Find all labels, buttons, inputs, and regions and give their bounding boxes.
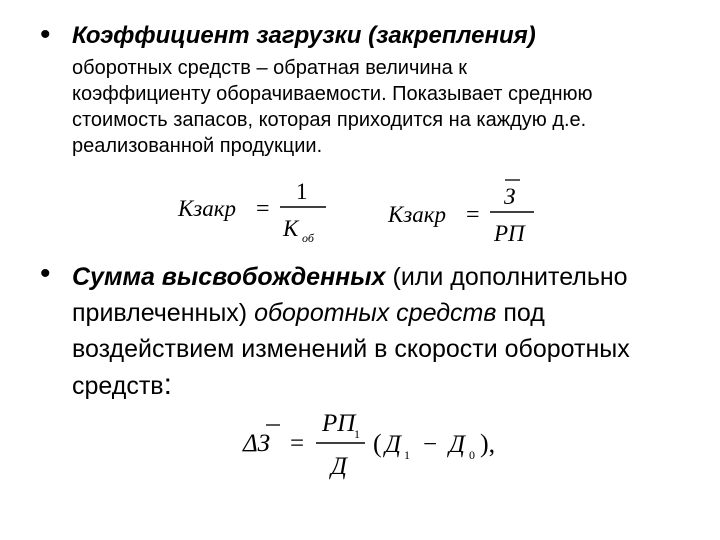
formula3-denominator: Д [331,453,347,480]
formula3-lhs: ΔЗ [243,430,271,457]
body-line: коэффициенту оборачиваемости. Показывает среднюю [72,83,593,105]
bullet-marker: • [40,257,51,290]
formula3-term2: Д [449,431,465,458]
body-line: реализованной продукции. [72,135,323,157]
emphasis-bold-italic: Сумма высвобожденных [72,263,386,291]
bullet-heading: Коэффициент загрузки (закрепления) [72,22,536,49]
formula1-equals: = [256,196,270,222]
formula1-denominator: К [283,216,299,241]
formula2-denominator: РП [494,221,525,246]
formula3-paren-open: ( [373,429,382,458]
paragraph-text: под воздействием изменений в скорости оборотных средств [72,299,630,400]
formula1-denominator-sub: об [302,231,314,245]
formula3-term1-sub: 1 [404,448,410,462]
formula2-equals: = [466,202,480,228]
formula1-lhs: Кзакр [178,196,237,221]
formula2-numerator: З [504,184,516,209]
formula2-lhs: Кзакр [388,202,447,227]
emphasis-italic: оборотных средств [254,299,497,327]
paragraph-text: (или дополнительно привлеченных) [72,263,628,327]
formula3-term2-sub: 0 [469,448,475,462]
formula3-equals: = [290,430,305,457]
paragraph-colon: : [163,368,172,401]
formula3-paren-close: ), [480,429,496,458]
formula1-numerator: 1 [296,179,308,204]
formula3-term1: Д [385,431,401,458]
body-line: оборотных средств – обратная величина к [72,57,468,79]
formula3-numerator-sub: 1 [354,427,360,441]
formula3-minus: − [423,431,438,458]
body-line: стоимость запасов, которая приходится на каждую д.е. [72,109,587,131]
bullet-marker: • [40,18,51,51]
formula3-numerator: РП [322,410,356,437]
